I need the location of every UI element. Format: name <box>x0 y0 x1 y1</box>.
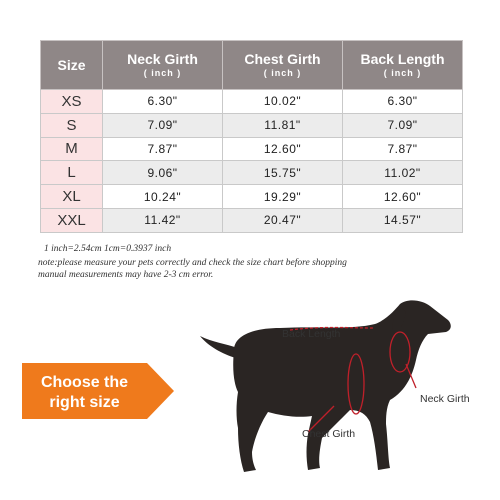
table-row <box>41 161 463 185</box>
chest-cell: 15.75" <box>223 161 343 185</box>
size-cell: M <box>41 137 103 161</box>
table-row <box>41 185 463 209</box>
chest-girth-label: Chest Girth <box>302 428 356 440</box>
header-back-length: Back Length ( inch ) <box>343 41 463 90</box>
neck-cell: 7.09" <box>103 113 223 137</box>
size-cell: S <box>41 113 103 137</box>
back-cell: 7.87" <box>343 137 463 161</box>
header-size: Size <box>41 41 103 90</box>
measurement-note-line1: note:please measure your pets correctly and check the size chart before shopping <box>38 258 347 268</box>
back-cell: 11.02" <box>343 161 463 185</box>
back-cell: 7.09" <box>343 113 463 137</box>
dog-silhouette <box>200 300 451 472</box>
neck-cell: 6.30" <box>103 90 223 114</box>
measurement-note-line2: manual measurements may have 2-3 cm error. <box>38 270 214 280</box>
back-length-label: Back Length <box>282 328 341 340</box>
table-row <box>41 90 463 114</box>
size-chart <box>40 40 462 233</box>
back-cell: 6.30" <box>343 90 463 114</box>
choose-size-banner <box>22 373 147 413</box>
neck-girth-label: Neck Girth <box>420 393 470 405</box>
neck-cell: 9.06" <box>103 161 223 185</box>
chest-cell: 10.02" <box>223 90 343 114</box>
chest-cell: 20.47" <box>223 208 343 232</box>
table-row <box>41 113 463 137</box>
chest-cell: 11.81" <box>223 113 343 137</box>
size-cell: XL <box>41 185 103 209</box>
back-cell: 14.57" <box>343 208 463 232</box>
header-neck-girth: Neck Girth ( inch ) <box>103 41 223 90</box>
neck-cell: 11.42" <box>103 208 223 232</box>
neck-cell: 7.87" <box>103 137 223 161</box>
size-table <box>40 40 463 233</box>
header-chest-girth: Chest Girth ( inch ) <box>223 41 343 90</box>
size-cell: L <box>41 161 103 185</box>
chest-cell: 19.29" <box>223 185 343 209</box>
size-cell: XS <box>41 90 103 114</box>
banner-line2: right size <box>49 394 120 411</box>
unit-label: ( inch ) <box>263 68 302 78</box>
unit-label: ( inch ) <box>143 68 182 78</box>
banner-line1: Choose the <box>40 374 129 391</box>
unit-label: ( inch ) <box>383 68 422 78</box>
chest-cell: 12.60" <box>223 137 343 161</box>
table-row <box>41 208 463 232</box>
back-cell: 12.60" <box>343 185 463 209</box>
table-row <box>41 137 463 161</box>
table-header-row <box>41 41 463 90</box>
size-cell: XXL <box>41 208 103 232</box>
neck-cell: 10.24" <box>103 185 223 209</box>
dog-illustration <box>190 300 490 480</box>
unit-conversion-note: 1 inch=2.54cm 1cm=0.3937 inch <box>44 244 172 254</box>
